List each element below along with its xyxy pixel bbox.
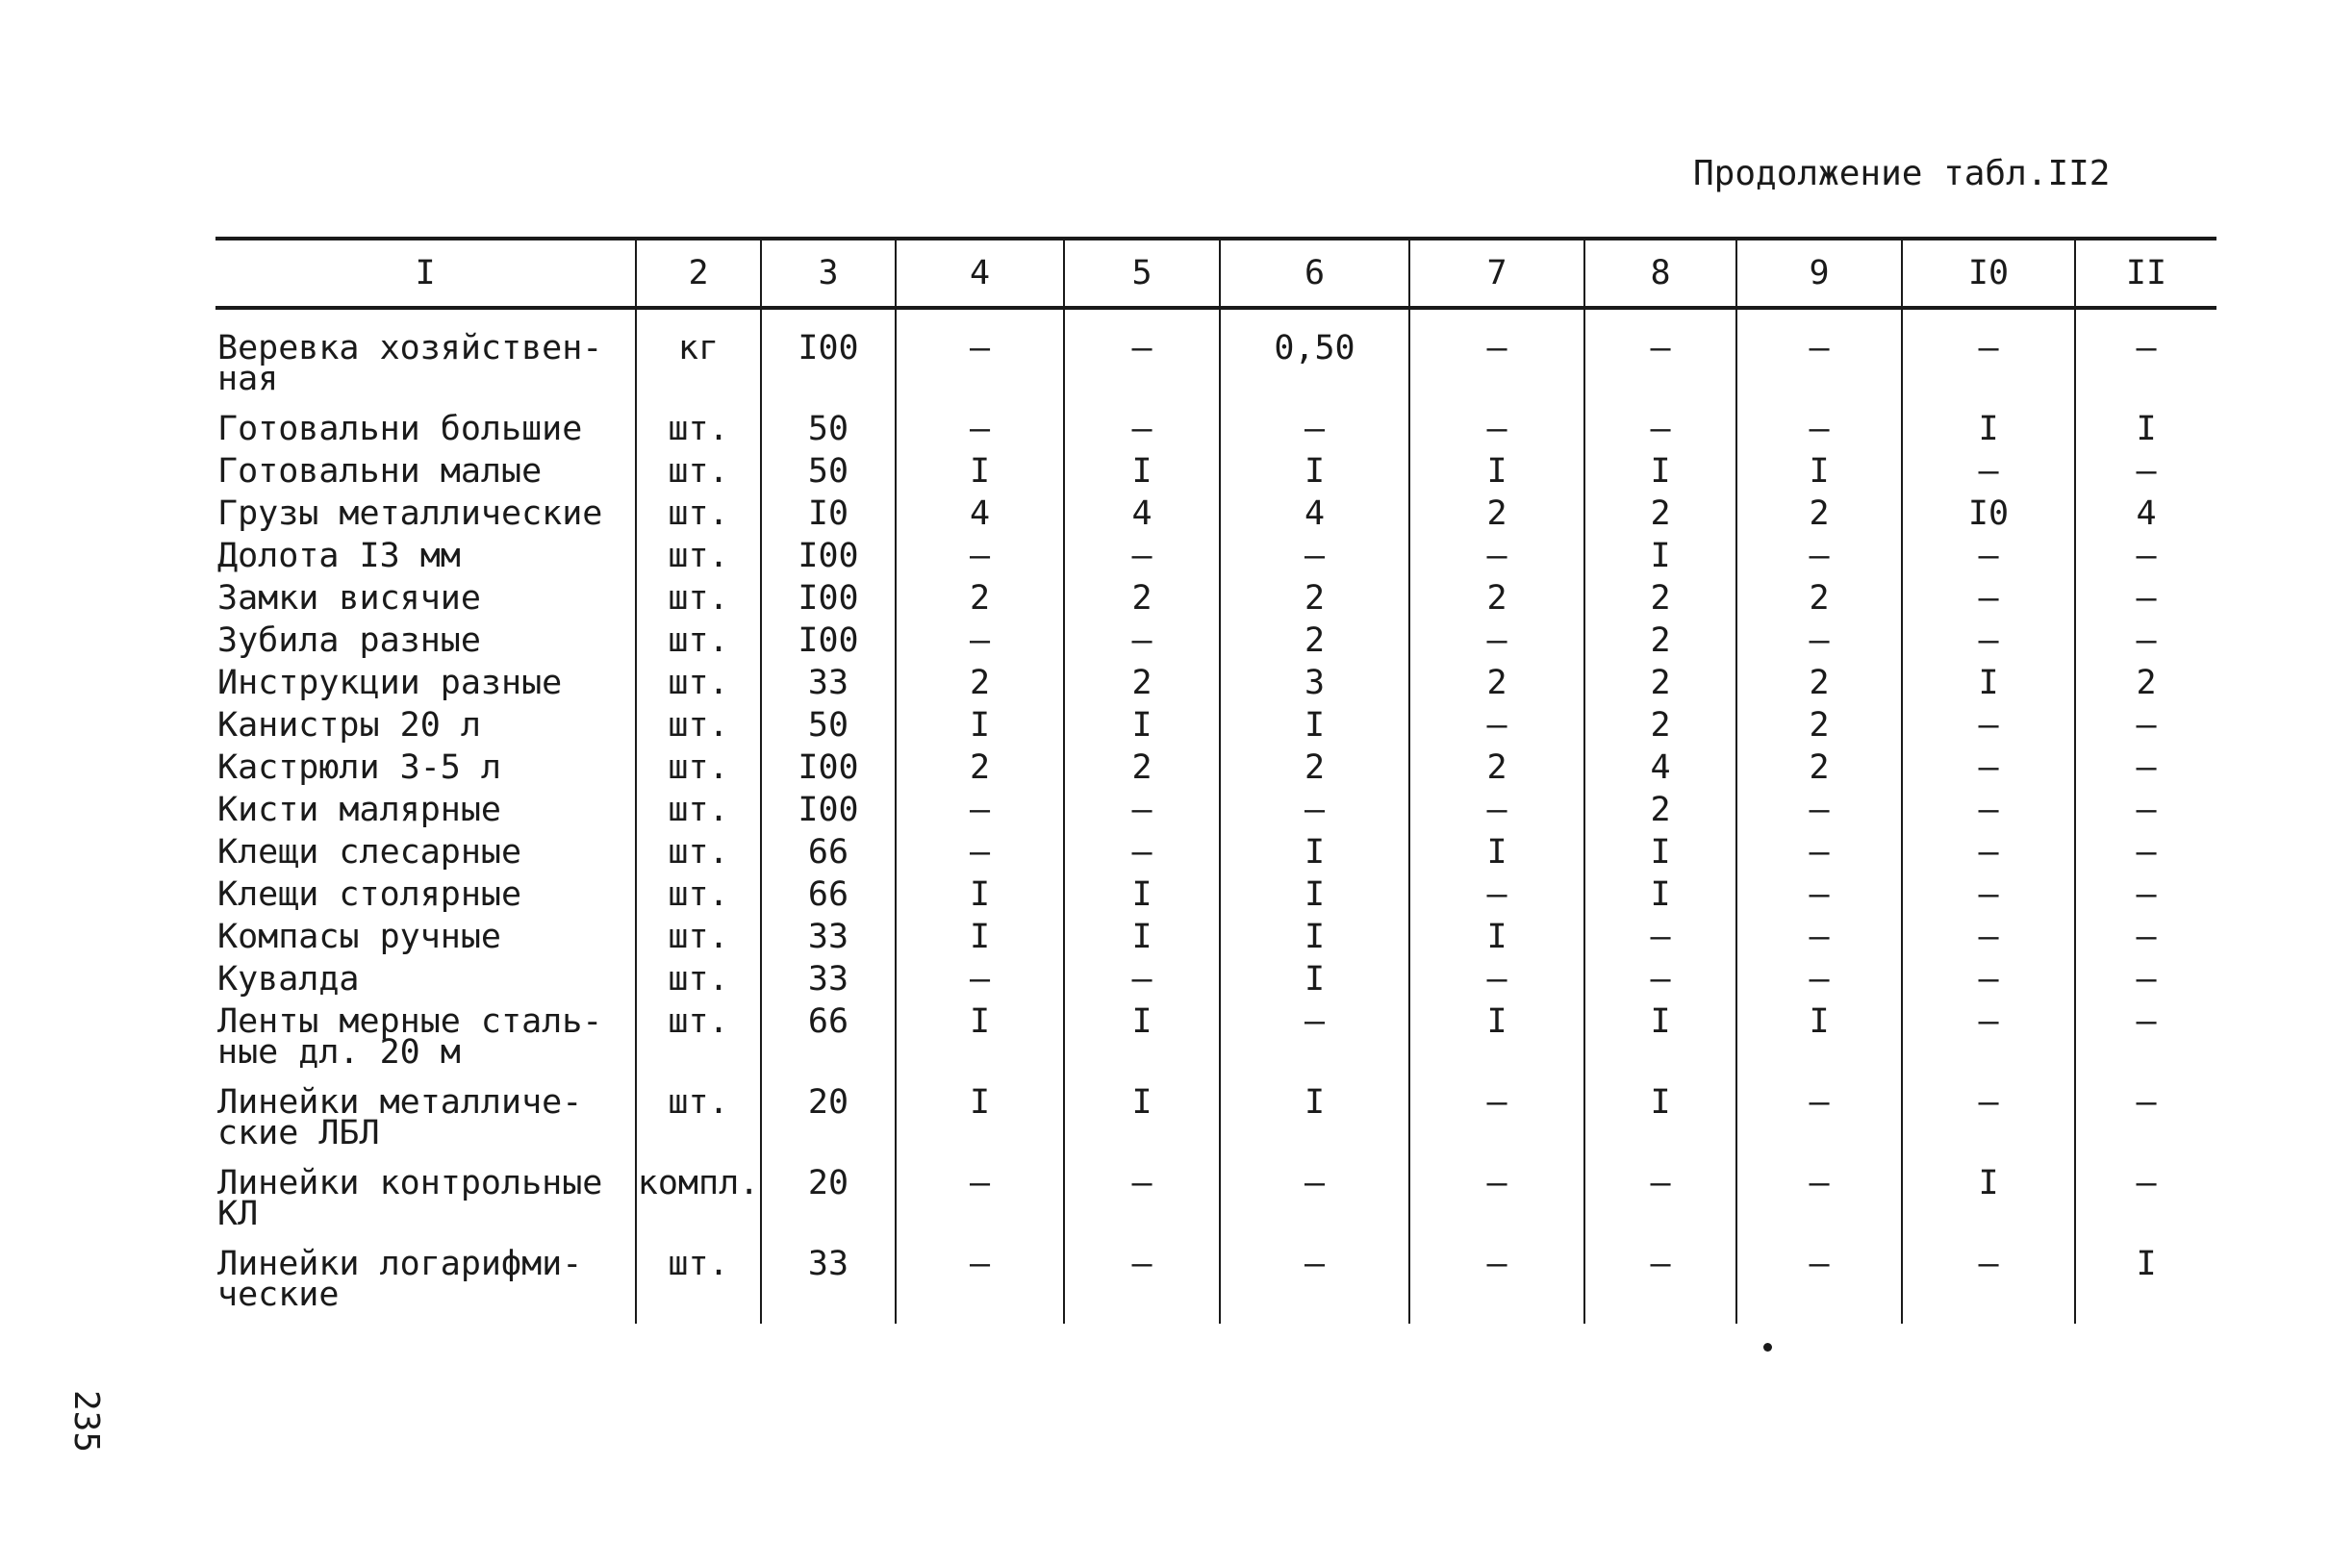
value-cell: – — [1064, 831, 1220, 873]
value-cell: – — [1409, 704, 1584, 746]
table-row — [215, 958, 2216, 1000]
table-row — [215, 704, 2216, 746]
value-cell: – — [1902, 958, 2075, 1000]
value-cell: – — [1736, 1243, 1902, 1324]
value-cell: I — [896, 704, 1064, 746]
table-row — [215, 408, 2216, 450]
value-cell: I00 — [761, 308, 896, 408]
value-cell: 2 — [1064, 577, 1220, 620]
value-cell: I — [1584, 873, 1736, 916]
value-cell: – — [1584, 1162, 1736, 1243]
unit-cell: шт. — [636, 916, 761, 958]
value-cell: 2 — [1584, 704, 1736, 746]
value-cell: 66 — [761, 873, 896, 916]
value-cell: – — [1902, 577, 2075, 620]
table-row — [215, 620, 2216, 662]
value-cell: – — [1064, 535, 1220, 577]
table-row — [215, 308, 2216, 408]
value-cell: – — [1902, 535, 2075, 577]
value-cell: – — [1584, 408, 1736, 450]
unit-cell: шт. — [636, 1243, 761, 1324]
table-row — [215, 662, 2216, 704]
value-cell: – — [1409, 408, 1584, 450]
value-cell: 2 — [2075, 662, 2216, 704]
unit-cell: шт. — [636, 789, 761, 831]
unit-cell: шт. — [636, 1000, 761, 1081]
value-cell: 2 — [1736, 662, 1902, 704]
item-name-cell: Зубила разные — [217, 621, 481, 660]
value-cell: – — [1409, 789, 1584, 831]
value-cell: – — [1220, 535, 1409, 577]
value-cell: 4 — [1064, 493, 1220, 535]
table-row — [215, 1162, 2216, 1243]
value-cell: – — [1584, 958, 1736, 1000]
value-cell: – — [896, 535, 1064, 577]
value-cell: I — [1409, 831, 1584, 873]
unit-cell: шт. — [636, 958, 761, 1000]
value-cell: – — [1902, 789, 2075, 831]
column-header: 8 — [1584, 239, 1736, 308]
value-cell: I — [1584, 1000, 1736, 1081]
value-cell: – — [1064, 308, 1220, 408]
value-cell: – — [1409, 535, 1584, 577]
value-cell: 2 — [896, 577, 1064, 620]
value-cell: – — [2075, 1162, 2216, 1243]
value-cell: 66 — [761, 1000, 896, 1081]
value-cell: – — [1409, 1162, 1584, 1243]
column-header: 9 — [1736, 239, 1902, 308]
value-cell: 50 — [761, 408, 896, 450]
value-cell: – — [1409, 958, 1584, 1000]
value-cell: – — [1064, 958, 1220, 1000]
item-name-cell: Линейки логарифми-ческие — [217, 1245, 583, 1314]
value-cell: – — [1220, 1162, 1409, 1243]
value-cell: – — [1902, 831, 2075, 873]
value-cell: 20 — [761, 1081, 896, 1162]
value-cell: 2 — [1409, 577, 1584, 620]
value-cell: – — [1736, 958, 1902, 1000]
value-cell: – — [1409, 873, 1584, 916]
unit-cell: шт. — [636, 1081, 761, 1162]
value-cell: 33 — [761, 662, 896, 704]
value-cell: – — [896, 831, 1064, 873]
unit-cell: шт. — [636, 873, 761, 916]
value-cell: 2 — [1584, 620, 1736, 662]
table-row — [215, 1000, 2216, 1081]
column-header: I — [215, 239, 636, 308]
value-cell: – — [2075, 1081, 2216, 1162]
value-cell: I0 — [1902, 493, 2075, 535]
value-cell: – — [1064, 1243, 1220, 1324]
value-cell: I — [1409, 916, 1584, 958]
unit-cell: шт. — [636, 535, 761, 577]
value-cell: 50 — [761, 704, 896, 746]
value-cell: 33 — [761, 958, 896, 1000]
value-cell: – — [1902, 620, 2075, 662]
value-cell: 2 — [1584, 662, 1736, 704]
value-cell: – — [2075, 789, 2216, 831]
value-cell: 3 — [1220, 662, 1409, 704]
value-cell: 50 — [761, 450, 896, 493]
value-cell: 2 — [1064, 662, 1220, 704]
value-cell: – — [1736, 308, 1902, 408]
value-cell: I — [896, 916, 1064, 958]
table-row — [215, 789, 2216, 831]
item-name-cell: Веревка хозяйствен-ная — [217, 329, 603, 398]
value-cell: I — [1220, 873, 1409, 916]
value-cell: 2 — [1064, 746, 1220, 789]
value-cell: I — [1584, 831, 1736, 873]
value-cell: I00 — [761, 577, 896, 620]
value-cell: I — [1220, 958, 1409, 1000]
value-cell: I — [1736, 1000, 1902, 1081]
value-cell: – — [1409, 620, 1584, 662]
value-cell: 4 — [1584, 746, 1736, 789]
item-name-cell: Ленты мерные сталь-ные дл. 20 м — [217, 1002, 603, 1072]
value-cell: – — [1220, 408, 1409, 450]
value-cell: I — [1902, 408, 2075, 450]
value-cell: 2 — [1409, 746, 1584, 789]
table-row — [215, 535, 2216, 577]
value-cell: – — [1064, 408, 1220, 450]
unit-cell: компл. — [636, 1162, 761, 1243]
item-name-cell: Инструкции разные — [217, 664, 563, 702]
value-cell: I00 — [761, 620, 896, 662]
value-cell: – — [896, 958, 1064, 1000]
column-header: 2 — [636, 239, 761, 308]
value-cell: – — [2075, 577, 2216, 620]
table-row — [215, 450, 2216, 493]
item-name-cell: Грузы металлические — [217, 494, 603, 533]
value-cell: 2 — [1584, 493, 1736, 535]
value-cell: 4 — [1220, 493, 1409, 535]
data-table — [215, 237, 2216, 1324]
value-cell: – — [896, 308, 1064, 408]
value-cell: – — [1584, 308, 1736, 408]
value-cell: 2 — [1736, 704, 1902, 746]
value-cell: I — [1409, 450, 1584, 493]
value-cell: I — [896, 873, 1064, 916]
value-cell: – — [1064, 1162, 1220, 1243]
item-name-cell: Готовальни малые — [217, 452, 543, 491]
value-cell: I — [896, 1000, 1064, 1081]
item-name-cell: Линейки металличе-ские ЛБЛ — [217, 1083, 583, 1152]
value-cell: – — [1736, 789, 1902, 831]
item-name-cell: Канистры 20 л — [217, 706, 481, 745]
value-cell: – — [1584, 916, 1736, 958]
table-row — [215, 1081, 2216, 1162]
value-cell: – — [2075, 308, 2216, 408]
unit-cell: шт. — [636, 620, 761, 662]
value-cell: I — [1584, 1081, 1736, 1162]
value-cell: I — [1584, 535, 1736, 577]
item-name-cell: Замки висячие — [217, 579, 481, 618]
table-row — [215, 493, 2216, 535]
value-cell: – — [1220, 1243, 1409, 1324]
value-cell: 2 — [1584, 577, 1736, 620]
value-cell: – — [1220, 789, 1409, 831]
value-cell: 2 — [1736, 746, 1902, 789]
value-cell: – — [2075, 620, 2216, 662]
table-row — [215, 746, 2216, 789]
value-cell: 2 — [1736, 493, 1902, 535]
value-cell: – — [1736, 1081, 1902, 1162]
value-cell: – — [1902, 1081, 2075, 1162]
column-header: 7 — [1409, 239, 1584, 308]
value-cell: – — [1736, 535, 1902, 577]
value-cell: 2 — [1584, 789, 1736, 831]
column-header: II — [2075, 239, 2216, 308]
value-cell: – — [1902, 916, 2075, 958]
value-cell: I — [1064, 916, 1220, 958]
value-cell: – — [2075, 958, 2216, 1000]
item-name-cell: Кувалда — [217, 960, 360, 999]
value-cell: – — [2075, 746, 2216, 789]
item-name-cell: Кисти малярные — [217, 791, 502, 829]
header-row — [215, 239, 2216, 308]
value-cell: I — [1064, 1000, 1220, 1081]
item-name-cell: Линейки контрольные КЛ — [217, 1164, 603, 1233]
value-cell: – — [896, 1243, 1064, 1324]
value-cell: – — [1902, 746, 2075, 789]
value-cell: – — [2075, 704, 2216, 746]
item-name-cell: Клещи столярные — [217, 875, 522, 914]
value-cell: – — [896, 1162, 1064, 1243]
column-header: 6 — [1220, 239, 1409, 308]
value-cell: I — [1220, 450, 1409, 493]
value-cell: 2 — [1220, 620, 1409, 662]
value-cell: – — [2075, 535, 2216, 577]
value-cell: – — [896, 620, 1064, 662]
value-cell: – — [2075, 450, 2216, 493]
value-cell: I — [1064, 450, 1220, 493]
value-cell: I — [1902, 1162, 2075, 1243]
unit-cell: шт. — [636, 662, 761, 704]
column-header: I0 — [1902, 239, 2075, 308]
unit-cell: шт. — [636, 831, 761, 873]
value-cell: 66 — [761, 831, 896, 873]
value-cell: 2 — [1220, 746, 1409, 789]
column-header: 5 — [1064, 239, 1220, 308]
value-cell: I — [1220, 831, 1409, 873]
value-cell: – — [1736, 408, 1902, 450]
stray-mark — [1763, 1343, 1772, 1352]
value-cell: – — [1064, 789, 1220, 831]
value-cell: – — [1409, 1081, 1584, 1162]
value-cell: – — [2075, 873, 2216, 916]
value-cell: – — [1584, 1243, 1736, 1324]
unit-cell: шт. — [636, 450, 761, 493]
value-cell: – — [1902, 873, 2075, 916]
unit-cell: кг — [636, 308, 761, 408]
value-cell: I — [1736, 450, 1902, 493]
value-cell: – — [1409, 1243, 1584, 1324]
value-cell: – — [1064, 620, 1220, 662]
value-cell: I0 — [761, 493, 896, 535]
unit-cell: шт. — [636, 746, 761, 789]
value-cell: I — [1584, 450, 1736, 493]
column-header: 3 — [761, 239, 896, 308]
value-cell: 2 — [1736, 577, 1902, 620]
value-cell: 33 — [761, 1243, 896, 1324]
value-cell: 33 — [761, 916, 896, 958]
value-cell: – — [896, 408, 1064, 450]
page-number: 235 — [66, 1390, 106, 1454]
value-cell: 2 — [1220, 577, 1409, 620]
value-cell: – — [2075, 1000, 2216, 1081]
value-cell: I — [1064, 1081, 1220, 1162]
value-cell: 2 — [896, 746, 1064, 789]
value-cell: – — [896, 789, 1064, 831]
table-row — [215, 1243, 2216, 1324]
value-cell: – — [1902, 1243, 2075, 1324]
table-caption: Продолжение табл.II2 — [1693, 154, 2111, 193]
value-cell: – — [1902, 1000, 2075, 1081]
value-cell: I — [1220, 916, 1409, 958]
unit-cell: шт. — [636, 408, 761, 450]
item-name-cell: Компасы ручные — [217, 918, 502, 956]
value-cell: I — [1064, 873, 1220, 916]
table-row — [215, 831, 2216, 873]
unit-cell: шт. — [636, 493, 761, 535]
value-cell: – — [1409, 308, 1584, 408]
value-cell: I00 — [761, 746, 896, 789]
item-name-cell: Кастрюли 3-5 л — [217, 748, 502, 787]
table-row — [215, 873, 2216, 916]
value-cell: – — [1220, 1000, 1409, 1081]
value-cell: I — [2075, 1243, 2216, 1324]
value-cell: – — [1736, 916, 1902, 958]
value-cell: I — [1220, 704, 1409, 746]
value-cell: I — [1064, 704, 1220, 746]
value-cell: I — [896, 450, 1064, 493]
value-cell: I — [1220, 1081, 1409, 1162]
value-cell: – — [1902, 450, 2075, 493]
unit-cell: шт. — [636, 704, 761, 746]
value-cell: 20 — [761, 1162, 896, 1243]
value-cell: – — [1902, 704, 2075, 746]
value-cell: I — [1902, 662, 2075, 704]
value-cell: 4 — [2075, 493, 2216, 535]
value-cell: I — [1409, 1000, 1584, 1081]
value-cell: – — [1736, 873, 1902, 916]
item-name-cell: Готовальни большие — [217, 410, 583, 448]
item-name-cell: Долота I3 мм — [217, 537, 461, 575]
column-header: 4 — [896, 239, 1064, 308]
value-cell: 4 — [896, 493, 1064, 535]
value-cell: 2 — [1409, 662, 1584, 704]
value-cell: 0,50 — [1220, 308, 1409, 408]
unit-cell: шт. — [636, 577, 761, 620]
value-cell: – — [1736, 831, 1902, 873]
value-cell: – — [2075, 831, 2216, 873]
item-name-cell: Клещи слесарные — [217, 833, 522, 872]
value-cell: I — [2075, 408, 2216, 450]
table-row — [215, 916, 2216, 958]
value-cell: I00 — [761, 789, 896, 831]
value-cell: – — [1736, 620, 1902, 662]
value-cell: – — [1736, 1162, 1902, 1243]
value-cell: 2 — [896, 662, 1064, 704]
value-cell: – — [1902, 308, 2075, 408]
value-cell: I — [896, 1081, 1064, 1162]
value-cell: 2 — [1409, 493, 1584, 535]
value-cell: I00 — [761, 535, 896, 577]
table-row — [215, 577, 2216, 620]
value-cell: – — [2075, 916, 2216, 958]
